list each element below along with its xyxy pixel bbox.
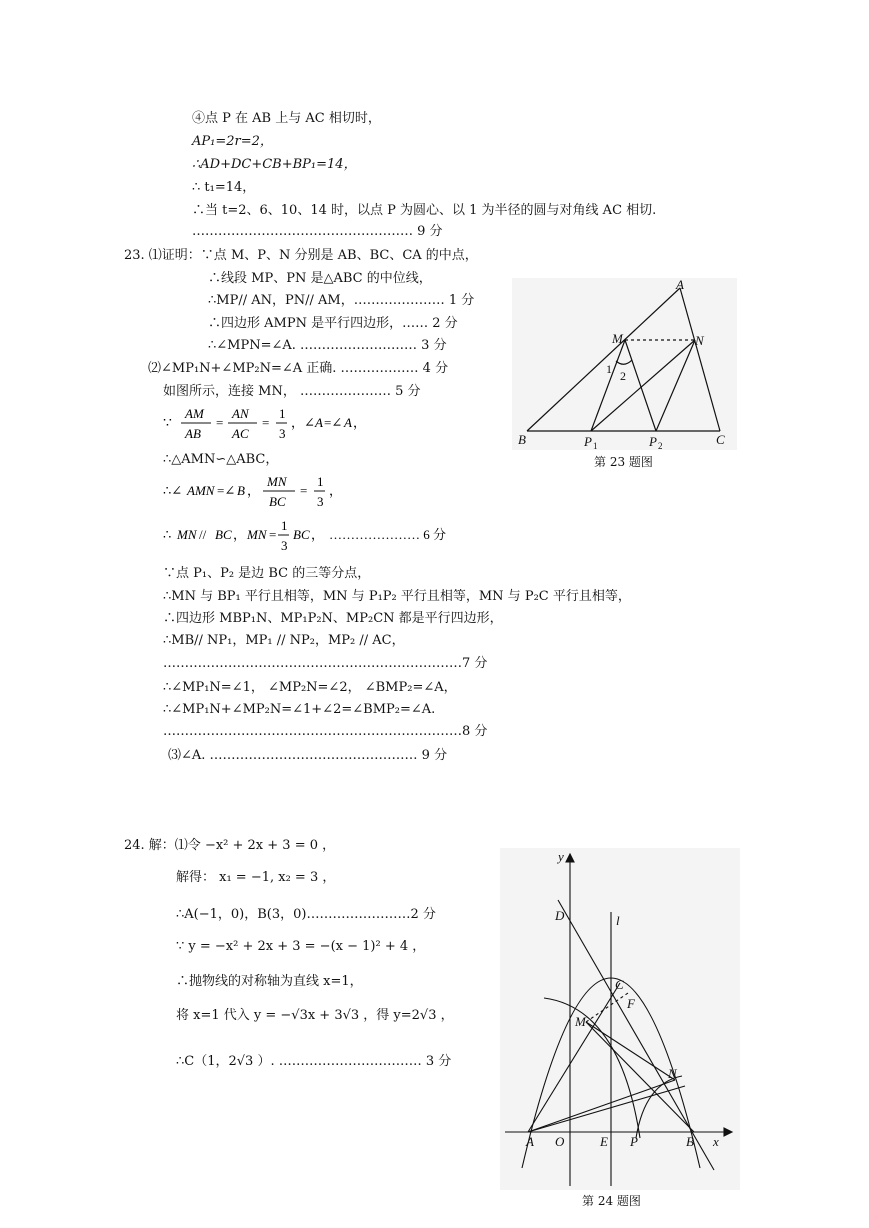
text-line: ∴AD+DC+CB+BP₁=14， [192, 157, 357, 172]
segment-an [528, 1080, 675, 1132]
label-p1-sub: 1 [593, 441, 598, 450]
label-p2-sub: 2 [658, 441, 663, 450]
svg-text:A: A [315, 415, 323, 430]
svg-text:BC: BC [269, 494, 286, 509]
svg-text:MN: MN [267, 474, 287, 489]
problem-24-heading: 24. 解：⑴令 −x² + 2x + 3 = 0 ， [124, 838, 336, 853]
svg-text:=: = [269, 527, 277, 542]
label-d: D [555, 908, 565, 923]
svg-text:∴: ∴ [163, 527, 172, 542]
segment-mp2 [625, 340, 656, 431]
text-line: ∴MP// AN，PN// AM，………………… 1 分 [208, 293, 475, 308]
segment-np1 [591, 340, 695, 431]
svg-text:=∠: =∠ [217, 483, 236, 498]
y-axis-arrow [566, 854, 574, 862]
svg-text:AB: AB [185, 426, 201, 441]
text-line: 如图所示，连接 MN， ………………… 5 分 [163, 384, 421, 399]
label-a: A [676, 278, 684, 292]
text-line: 解得： x₁ = −1, x₂ = 3 ， [176, 870, 336, 885]
text-line: ∴∠MPN=∠A. ……………………… 3 分 [208, 338, 447, 353]
figure-24-caption: 第 24 题图 [582, 1194, 641, 1208]
svg-text:，: ， [311, 527, 325, 542]
text-line: ∵ y = −x² + 2x + 3 = −(x − 1)² + 4 ， [176, 939, 426, 954]
svg-text:∵: ∵ [163, 416, 172, 431]
svg-text:AC: AC [232, 426, 249, 441]
svg-text:1: 1 [317, 474, 324, 489]
svg-text:，∠: ，∠ [291, 415, 315, 430]
svg-text:3: 3 [281, 538, 288, 553]
x-axis-arrow [724, 1128, 732, 1136]
svg-text:∴∠: ∴∠ [163, 483, 183, 498]
side-ab [527, 288, 680, 431]
text-line: ⑶∠A. ………………………………………… 9 分 [168, 748, 448, 763]
svg-text:AMN: AMN [187, 483, 215, 498]
label-n: N [695, 333, 704, 348]
text-line: ∴△AMN∽△ABC， [163, 452, 279, 467]
label-b: B [518, 432, 526, 447]
svg-text:1: 1 [281, 518, 288, 533]
svg-text:AN: AN [232, 406, 249, 421]
figure-23-caption: 第 23 题图 [594, 455, 653, 469]
label-m: M [612, 331, 623, 346]
segment-mn [586, 1022, 675, 1080]
angle-arc [616, 360, 632, 364]
label-e: E [600, 1134, 608, 1149]
text-line: ∴四边形 AMPN 是平行四边形，…… 2 分 [208, 316, 458, 331]
label-p2: P [649, 434, 657, 449]
figure-23 [512, 278, 737, 450]
text-line: ∵点 P₁、P₂ 是边 BC 的三等分点， [163, 566, 371, 581]
svg-text:=: = [300, 483, 308, 498]
label-f: F [627, 996, 635, 1011]
segment-mp1 [591, 340, 625, 431]
label-p1: P [584, 434, 592, 449]
svg-text:，: ， [329, 483, 343, 498]
text-line: ∴抛物线的对称轴为直线 x=1， [176, 974, 363, 989]
svg-text:BC: BC [215, 527, 232, 542]
svg-text:MN: MN [247, 527, 267, 542]
label-c: C [615, 977, 624, 992]
text-line: ∴C（1，2√3 ）. …………………………… 3 分 [176, 1054, 452, 1069]
circle-arc [544, 998, 640, 1138]
parabola-diagram [500, 848, 740, 1190]
figure-24 [500, 848, 740, 1190]
segment-np2 [656, 340, 695, 431]
text-line: ∴∠MP₁N=∠1， ∠MP₂N=∠2， ∠BMP₂=∠A， [163, 680, 457, 695]
text-line: 将 x=1 代入 y = −√3x + 3√3 ，得 y=2√3 ， [176, 1008, 454, 1023]
svg-text:3: 3 [317, 494, 324, 509]
svg-text:，: ， [233, 527, 247, 542]
label-angle-1: 1 [606, 362, 612, 376]
text-line: ∴ t₁=14， [192, 180, 256, 195]
text-line: ∴A(−1，0)，B(3，0)……………………2 分 [176, 907, 436, 922]
svg-text:BC: BC [293, 527, 310, 542]
svg-text:AM: AM [185, 406, 204, 421]
label-l: l [616, 913, 620, 928]
label-o: O [555, 1134, 565, 1149]
problem-23-heading: 23. ⑴证明：∵点 M、P、N 分别是 AB、BC、CA 的中点， [124, 248, 478, 263]
svg-text:MN: MN [177, 527, 197, 542]
label-n: N [668, 1066, 677, 1081]
label-a: A [526, 1134, 534, 1149]
label-x: x [713, 1134, 719, 1149]
svg-text:B: B [237, 483, 245, 498]
score-line: ……………………………………………………………7 分 [163, 656, 488, 671]
triangle-diagram [512, 278, 737, 450]
segment-mf [586, 993, 628, 1022]
svg-text://: // [199, 527, 207, 542]
svg-text:1: 1 [279, 406, 286, 421]
label-angle-2: 2 [620, 369, 626, 383]
svg-text:，: ， [353, 415, 367, 430]
svg-text:………………… 6 分: ………………… 6 分 [329, 527, 447, 542]
fraction-line [163, 404, 423, 442]
text-line: ∴当 t=2、6、10、14 时，以点 P 为圆心、以 1 为半径的圆与对角线 AC 相切. [192, 203, 657, 218]
text-line: ∴四边形 MBP₁N、MP₁P₂N、MP₂CN 都是平行四边形， [163, 611, 503, 626]
fraction-line [163, 516, 483, 554]
text-line: ∴线段 MP、PN 是△ABC 的中位线， [208, 271, 432, 286]
fraction-equation [163, 516, 483, 556]
text-line: ∴MB// NP₁，MP₁ // NP₂，MP₂ // AC， [163, 633, 405, 648]
text-line: ∴MN 与 BP₁ 平行且相等，MN 与 P₁P₂ 平行且相等，MN 与 P₂C 平行且相等， [163, 589, 631, 604]
svg-text:=: = [216, 415, 224, 430]
text-line: ④点 P 在 AB 上与 AC 相切时， [192, 111, 381, 126]
label-p: P [630, 1134, 638, 1149]
label-m: M [575, 1014, 586, 1029]
fraction-equation [163, 404, 423, 444]
text-line: AP₁=2r=2， [192, 134, 273, 149]
fraction-line [163, 472, 423, 510]
svg-text:A: A [344, 415, 352, 430]
label-y: y [558, 849, 564, 864]
svg-text:，: ， [247, 483, 261, 498]
text-line: ⑵∠MP₁N+∠MP₂N=∠A 正确. ……………… 4 分 [148, 361, 449, 376]
label-b: B [686, 1134, 694, 1149]
label-c: C [716, 432, 725, 447]
score-line: …………………………………………… 9 分 [192, 224, 443, 239]
text-line: ∴∠MP₁N+∠MP₂N=∠1+∠2=∠BMP₂=∠A. [163, 702, 436, 717]
fraction-equation [163, 472, 423, 512]
line-db [558, 900, 714, 1170]
svg-text:3: 3 [279, 426, 286, 441]
svg-text:=∠: =∠ [324, 415, 343, 430]
score-line: ……………………………………………………………8 分 [163, 724, 488, 739]
svg-text:=: = [262, 415, 270, 430]
